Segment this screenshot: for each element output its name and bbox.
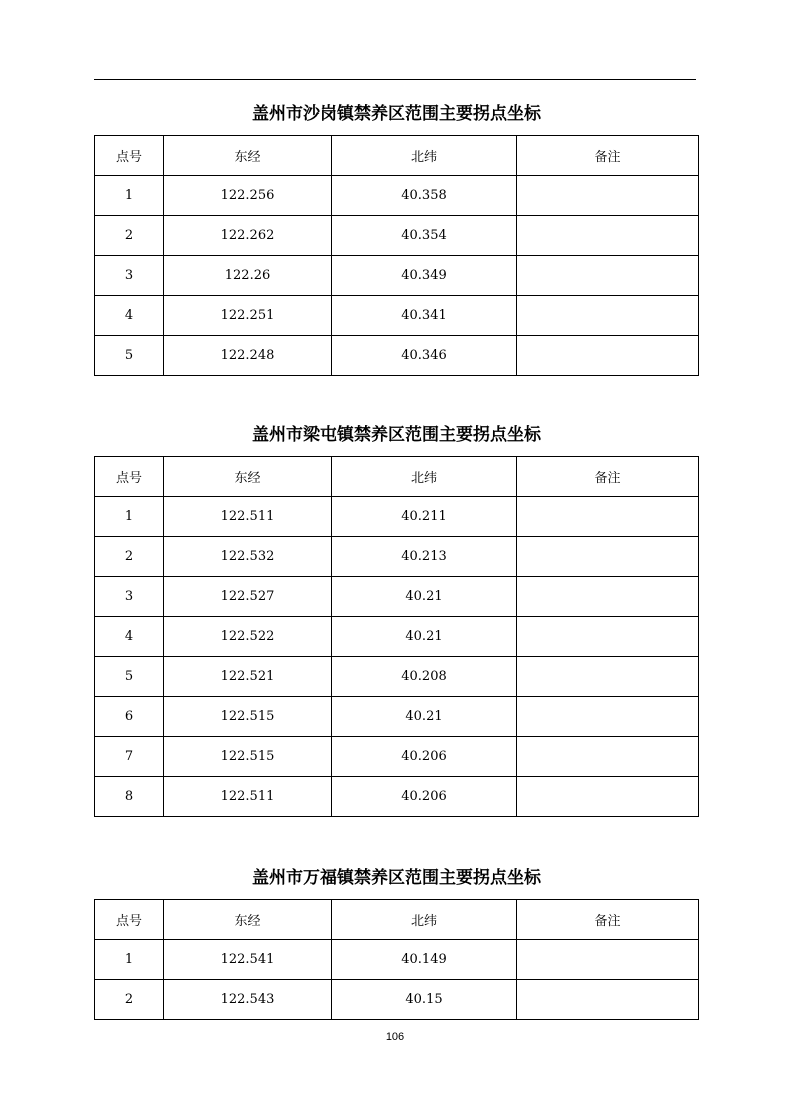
table-cell: 122.515: [164, 737, 332, 777]
table-cell: 2: [95, 537, 164, 577]
table-row: [95, 697, 699, 737]
table-cell: 2: [95, 216, 164, 256]
column-header: 备注: [517, 457, 699, 497]
table-row: [95, 657, 699, 697]
table-cell: 122.543: [164, 980, 332, 1020]
table-cell: [517, 657, 699, 697]
table-cell: 40.21: [332, 617, 517, 657]
section-liangtun: [94, 423, 699, 817]
table-cell: 40.206: [332, 777, 517, 817]
table-cell: 122.511: [164, 777, 332, 817]
table-cell: [517, 697, 699, 737]
column-header: 备注: [517, 136, 699, 176]
table-cell: 122.515: [164, 697, 332, 737]
table-row: [95, 497, 699, 537]
table-cell: [517, 777, 699, 817]
section-shagang: [94, 102, 699, 376]
table-cell: 3: [95, 256, 164, 296]
table-cell: 2: [95, 980, 164, 1020]
table-header-row: [95, 900, 699, 940]
table-cell: [517, 940, 699, 980]
table-cell: 1: [95, 176, 164, 216]
table-row: [95, 940, 699, 980]
column-header: 东经: [164, 900, 332, 940]
coordinates-table: [94, 899, 699, 1020]
table-cell: 5: [95, 657, 164, 697]
table-cell: 122.522: [164, 617, 332, 657]
column-header: 北纬: [332, 457, 517, 497]
table-cell: [517, 176, 699, 216]
table-cell: 40.21: [332, 697, 517, 737]
column-header: 东经: [164, 457, 332, 497]
table-cell: [517, 216, 699, 256]
table-cell: 40.21: [332, 577, 517, 617]
coordinates-table: [94, 456, 699, 817]
table-cell: 7: [95, 737, 164, 777]
table-cell: 40.149: [332, 940, 517, 980]
table-cell: 40.358: [332, 176, 517, 216]
section-title: 盖州市梁屯镇禁养区范围主要拐点坐标: [252, 425, 541, 445]
table-cell: [517, 737, 699, 777]
table-cell: 40.349: [332, 256, 517, 296]
table-cell: [517, 577, 699, 617]
table-cell: 6: [95, 697, 164, 737]
table-row: [95, 336, 699, 376]
column-header: 北纬: [332, 900, 517, 940]
table-row: [95, 617, 699, 657]
column-header: 东经: [164, 136, 332, 176]
table-cell: 1: [95, 497, 164, 537]
section-wanfu: [94, 866, 699, 1020]
table-cell: 122.521: [164, 657, 332, 697]
table-cell: 122.541: [164, 940, 332, 980]
table-cell: 122.26: [164, 256, 332, 296]
table-row: [95, 777, 699, 817]
section-title: 盖州市沙岗镇禁养区范围主要拐点坐标: [252, 104, 541, 124]
table-cell: [517, 296, 699, 336]
table-row: [95, 216, 699, 256]
table-cell: 5: [95, 336, 164, 376]
table-cell: 8: [95, 777, 164, 817]
table-row: [95, 256, 699, 296]
table-header-row: [95, 136, 699, 176]
table-cell: 122.251: [164, 296, 332, 336]
table-cell: [517, 497, 699, 537]
table-cell: 122.532: [164, 537, 332, 577]
table-cell: [517, 336, 699, 376]
table-row: [95, 737, 699, 777]
table-cell: 122.256: [164, 176, 332, 216]
table-cell: [517, 256, 699, 296]
column-header: 点号: [95, 900, 164, 940]
column-header: 点号: [95, 136, 164, 176]
table-cell: 4: [95, 617, 164, 657]
table-row: [95, 537, 699, 577]
table-cell: 122.527: [164, 577, 332, 617]
table-row: [95, 296, 699, 336]
table-cell: 40.206: [332, 737, 517, 777]
table-cell: 40.341: [332, 296, 517, 336]
column-header: 北纬: [332, 136, 517, 176]
table-cell: 40.15: [332, 980, 517, 1020]
section-title: 盖州市万福镇禁养区范围主要拐点坐标: [252, 868, 541, 888]
table-cell: 3: [95, 577, 164, 617]
table-header-row: [95, 457, 699, 497]
table-cell: 122.511: [164, 497, 332, 537]
table-cell: 40.354: [332, 216, 517, 256]
coordinates-table: [94, 135, 699, 376]
page-number: 106: [385, 1031, 405, 1043]
table-cell: [517, 537, 699, 577]
table-cell: 1: [95, 940, 164, 980]
table-row: [95, 577, 699, 617]
table-cell: 122.262: [164, 216, 332, 256]
table-row: [95, 176, 699, 216]
table-cell: [517, 617, 699, 657]
table-row: [95, 980, 699, 1020]
column-header: 备注: [517, 900, 699, 940]
table-cell: 40.211: [332, 497, 517, 537]
table-cell: 40.346: [332, 336, 517, 376]
table-cell: 4: [95, 296, 164, 336]
header-rule: [94, 79, 696, 80]
table-cell: 122.248: [164, 336, 332, 376]
table-cell: 40.213: [332, 537, 517, 577]
table-cell: 40.208: [332, 657, 517, 697]
table-cell: [517, 980, 699, 1020]
column-header: 点号: [95, 457, 164, 497]
